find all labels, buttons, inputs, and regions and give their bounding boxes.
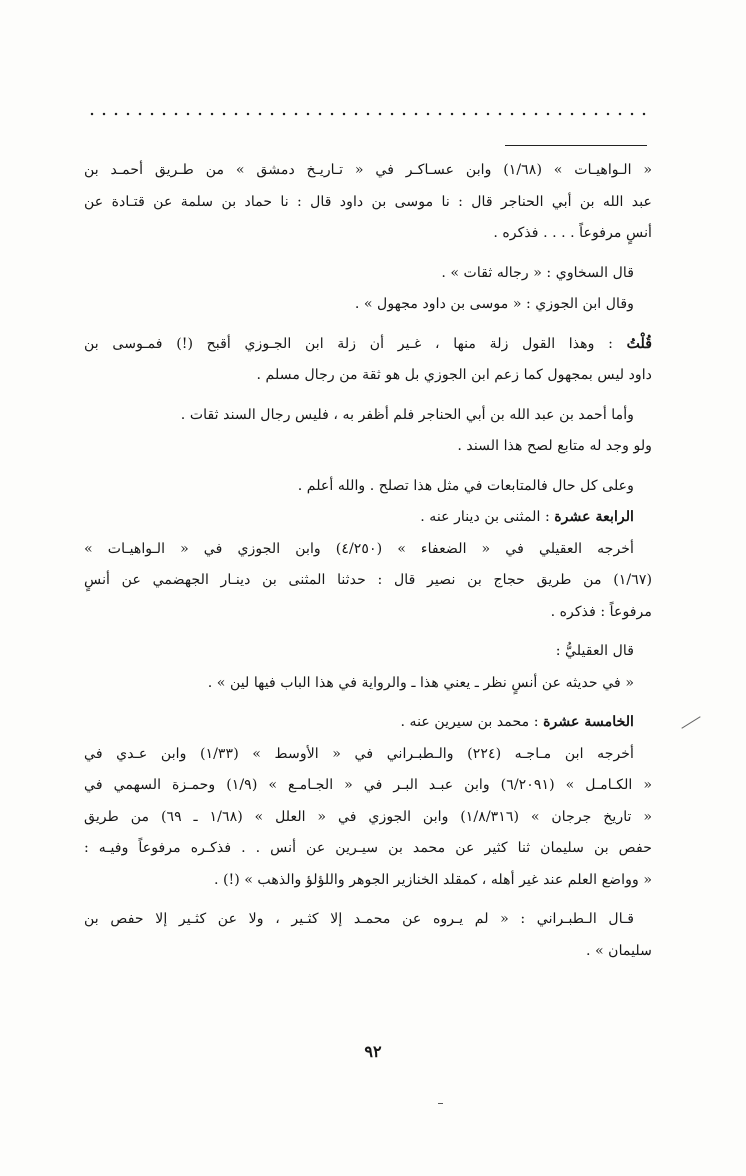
text-line-5: وقال ابن الجوزي : « موسى بن داود مجهول » . xyxy=(354,296,634,312)
page-number: ٩٢ xyxy=(364,1042,382,1061)
text-line-24: سليمان » . xyxy=(585,942,652,959)
text-line-10: وعلى كل حال فالمتابعات في مثل هذا تصلح . والله أعلم . xyxy=(297,477,634,494)
text-line-23: قـال الـطبـراني : « لم يـروه عن محمـد إلا كثـير ، ولا عن كثـير إلا حفص بن xyxy=(84,911,634,927)
section-15-heading: الخامسة عشرة xyxy=(543,714,634,730)
text-line-18: أخرجه ابن مـاجـه (٢٢٤) والـطبـراني في « الأوسط » (١/٣٣) وابن عـدي في xyxy=(84,745,634,762)
margin-mark xyxy=(681,716,700,729)
text-line-20: « تاريخ جرجان » (١/٨/٣١٦) وابن الجوزي في « العلل » (١/٦٨ ـ ٦٩) من طريق xyxy=(84,808,652,825)
section-14-text: : المثنى بن دينار عنه . xyxy=(420,509,555,525)
text-line-1: « الـواهيـات » (١/٦٨) وابن عسـاكـر في « تـاريـخ دمشق » من طـريق أحمـد بن xyxy=(84,162,652,178)
text-line-16: « في حديثه عن أنسٍ نظر ـ يعني هذا ـ والرواية في هذا الباب فيها لين » . xyxy=(207,674,634,691)
text-line-11 xyxy=(84,502,652,534)
qultu-heading: قُلْتُ xyxy=(626,335,652,352)
dotted-separator xyxy=(86,112,646,116)
text-line-6 xyxy=(84,329,652,361)
text-line-14: مرفوعاً : فذكره . xyxy=(550,603,652,620)
text-line-9: ولو وجد له متابع لصح هذا السند . xyxy=(457,438,652,454)
section-14-heading: الرابعة عشرة xyxy=(554,509,634,525)
text-line-17 xyxy=(84,707,652,739)
text-line-2: عبد الله بن أبي الحناجر قال : نا موسى بن داود قال : نا حماد بن سلمة عن قتـادة عن xyxy=(84,193,652,210)
text-line-21: حفص بن سليمان ثنا كثير عن محمد بن سيـرين عن أنس . . فذكـره مرفوعاً وفيـه : xyxy=(84,840,652,856)
text-line-13: (١/٦٧) من طريق حجاج بن نصير قال : حدثنا المثنى بن دينـار الجهضمي عن أنسٍ xyxy=(84,572,652,588)
text-line-22: « وواضع العلم عند غير أهله ، كمقلد الخنازير الجوهر واللؤلؤ والذهب » (!) . xyxy=(213,871,652,888)
text-line-12: أخرجه العقيلي في « الضعفاء » (٤/٢٥٠) وابن الجوزي في « الـواهيـات » xyxy=(84,540,634,557)
qultu-text: : وهذا القول زلة منها ، غـير أن زلة ابن الجـوزي أقبح (!) فمـوسى بن xyxy=(84,335,627,352)
text-line-4: قال السخاوي : « رجاله ثقات » . xyxy=(441,264,634,281)
footnote-body xyxy=(84,155,652,967)
text-line-8: وأما أحمد بن عبد الله بن أبي الحناجر فلم أظفر به ، فليس رجال السند ثقات . xyxy=(180,406,634,423)
text-line-7: داود ليس بمجهول كما زعم ابن الجوزي بل هو ثقة من رجال مسلم . xyxy=(256,367,652,383)
bottom-tick xyxy=(438,1103,443,1104)
text-line-15: قال العقيليُّ : xyxy=(555,643,634,659)
section-15-text: : محمد بن سيرين عنه . xyxy=(400,714,544,730)
text-line-19: « الكـامـل » (٦/٢٠٩١) وابن عبـد البـر في « الجـامـع » (١/٩) وحمـزة السهمي في xyxy=(84,777,652,793)
footnote-rule xyxy=(505,145,647,146)
text-line-3: أنسٍ مرفوعاً . . . . فذكره . xyxy=(493,225,652,241)
